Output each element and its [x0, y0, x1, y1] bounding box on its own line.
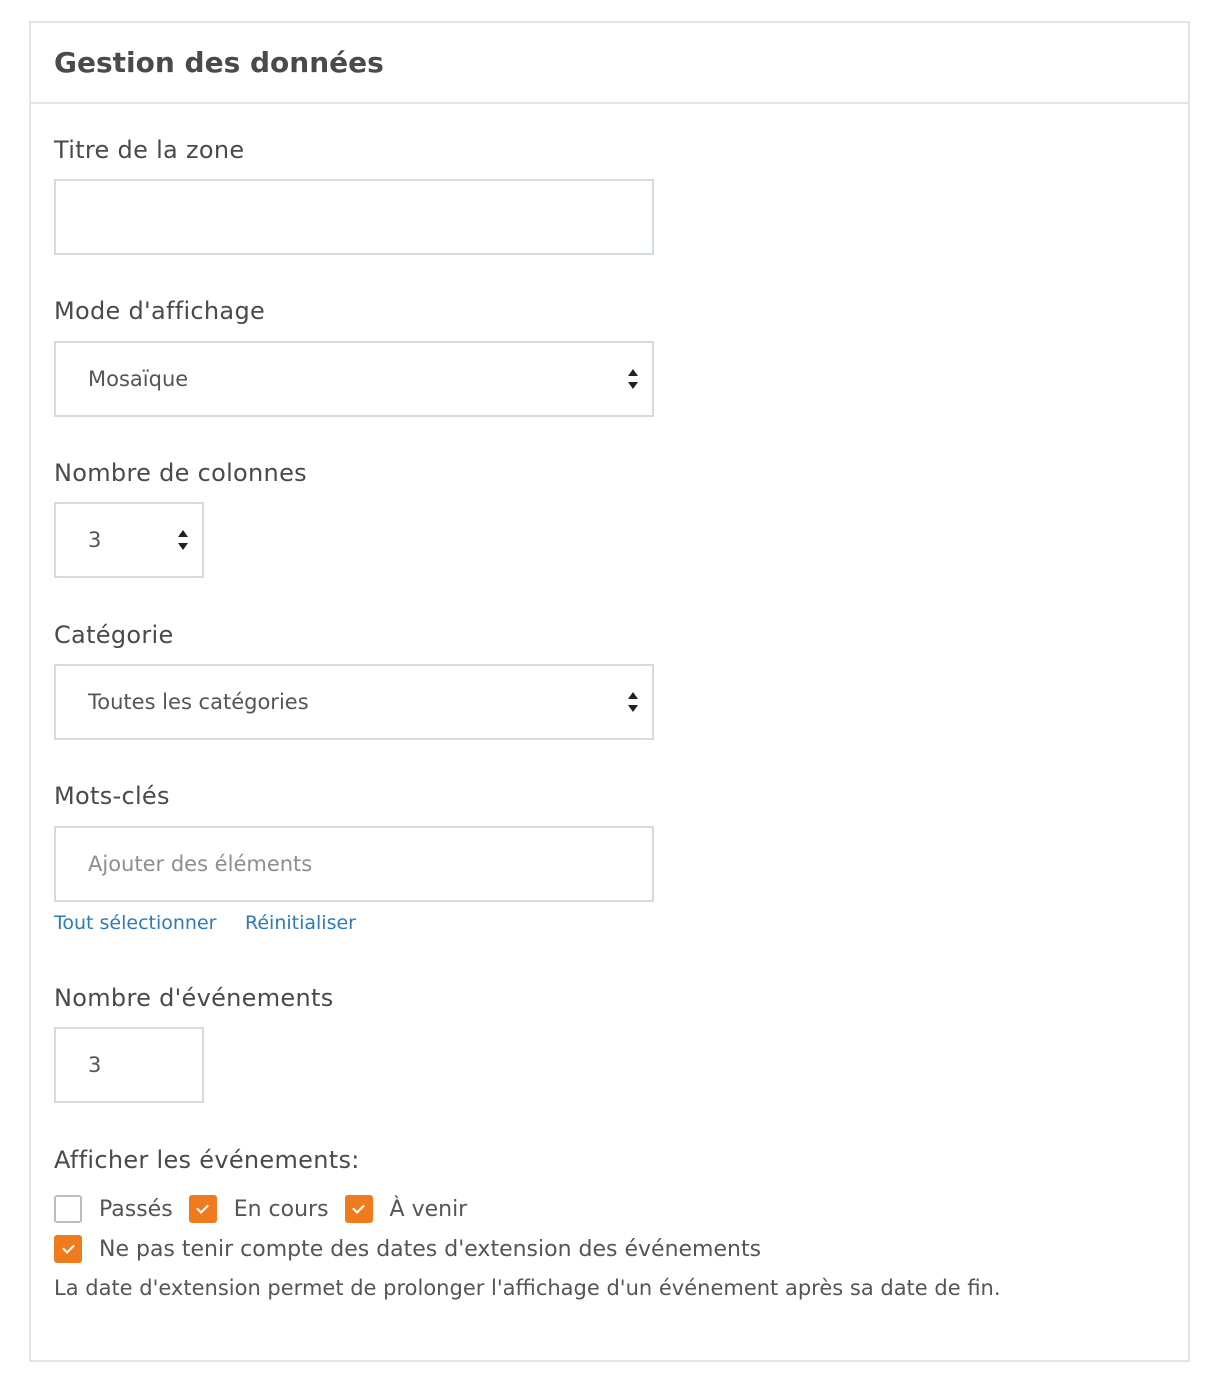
- keywords-label: Mots-clés: [54, 782, 170, 810]
- ignore-extension-row: [54, 1235, 777, 1263]
- upcoming-checkbox[interactable]: [345, 1195, 373, 1223]
- category-select[interactable]: [54, 664, 654, 740]
- event-count-value: 3: [88, 1053, 102, 1077]
- check-icon: [352, 1201, 365, 1214]
- check-icon: [196, 1201, 209, 1214]
- check-icon: [62, 1241, 75, 1254]
- select-arrows-icon: [178, 530, 188, 550]
- panel-header: [31, 23, 1188, 104]
- columns-label: Nombre de colonnes: [54, 459, 307, 487]
- keywords-input[interactable]: [54, 826, 654, 902]
- columns-select[interactable]: [54, 502, 204, 578]
- past-label: Passés: [99, 1196, 173, 1222]
- category-value: Toutes les catégories: [88, 690, 309, 714]
- past-checkbox[interactable]: [54, 1195, 82, 1223]
- zone-title-label: Titre de la zone: [54, 136, 245, 164]
- display-mode-value: Mosaïque: [88, 367, 189, 391]
- ignore-extension-checkbox[interactable]: [54, 1235, 82, 1263]
- keywords-placeholder: Ajouter des éléments: [88, 852, 313, 876]
- event-period-options: [54, 1195, 483, 1223]
- ignore-extension-label: Ne pas tenir compte des dates d'extension des événements: [99, 1236, 762, 1262]
- events-display-label: Afficher les événements:: [54, 1146, 360, 1174]
- event-count-input[interactable]: [54, 1027, 204, 1103]
- select-all-link[interactable]: Tout sélectionner: [54, 912, 217, 934]
- data-management-panel: [29, 21, 1190, 1362]
- current-label: En cours: [233, 1196, 329, 1222]
- event-count-label: Nombre d'événements: [54, 984, 334, 1012]
- display-mode-select[interactable]: [54, 341, 654, 417]
- reset-link[interactable]: Réinitialiser: [245, 912, 356, 934]
- display-mode-label: Mode d'affichage: [54, 297, 266, 325]
- select-arrows-icon: [628, 692, 638, 712]
- extension-help-text: La date d'extension permet de prolonger l'affichage d'un événement après sa date de fin.: [54, 1276, 1001, 1300]
- columns-value: 3: [88, 528, 102, 552]
- upcoming-label: À venir: [389, 1196, 468, 1222]
- category-label: Catégorie: [54, 621, 174, 649]
- select-arrows-icon: [628, 369, 638, 389]
- current-checkbox[interactable]: [189, 1195, 217, 1223]
- zone-title-input[interactable]: [54, 179, 654, 255]
- panel-title: Gestion des données: [54, 46, 384, 79]
